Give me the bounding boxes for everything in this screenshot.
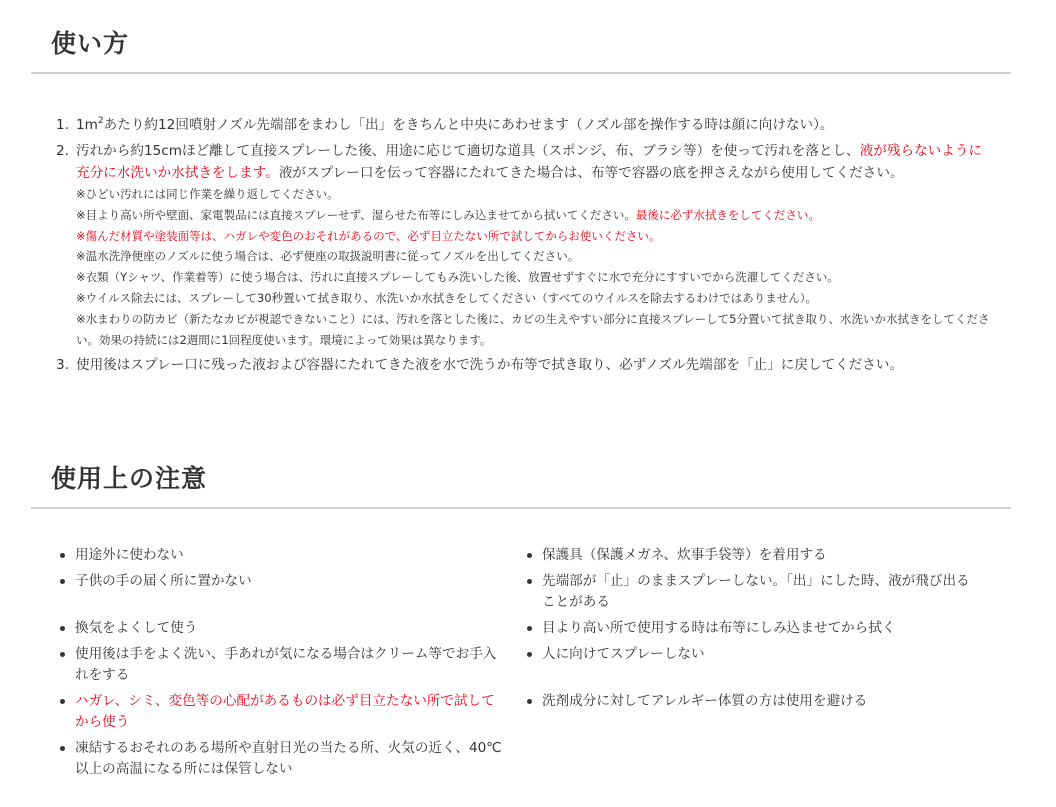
caution-item [58,618,503,639]
cautions-left-list [58,545,503,780]
caution-item-warning [58,691,503,733]
note-text: ※水まわりの防カビ（新たなカビが視認できないこと）には、汚れを落とした後に、カビの生えやすい部分に直接スプレーして5分置いて拭き取り、水洗いか水拭きをしてください。効果の持続には2週間に1回程度使います。環境によって効果は異なります。 [76,311,990,347]
usage-steps-list [56,114,991,376]
note-item-warning [76,226,991,247]
caution-item [58,738,503,780]
caution-text: 目より高い所で使用する時は布等にしみ込ませてから拭く [542,620,896,636]
bullet-icon [527,579,532,584]
caution-item [525,644,970,665]
caution-text: 凍結するおそれのある場所や直射日光の当たる所、火気の近く、40℃以上の高温になる所には保管しない [75,740,502,777]
step2-text-warning: 液が残らないように充分に水洗いか水拭きをします。 [76,143,983,181]
step2-main-text [76,140,991,184]
caution-text: 先端部が「止」のままスプレーしない。「出」にした時、液が飛び出ることがある [542,573,970,610]
bullet-icon [60,699,65,704]
caution-text: 保護具（保護メガネ、炊事手袋等）を着用する [542,547,827,563]
step2-text-part1: 汚れから約15cmほど離して直接スプレーした後、用途に応じて適切な道具（スポンジ、布、ブラシ等）を使って汚れを落とし、 [76,143,860,159]
note-text: ※傷んだ材質や塗装面等は、ハガレや変色のおそれがあるので、必ず目立たない所で試してからお使いください。 [76,228,661,243]
cautions-title: 使用上の注意 [51,464,208,493]
note-text: ※ウイルス除去には、スプレーして30秒置いて拭き取り、水洗いか水拭きをしてください（すべてのウイルスを除去するわけではありません）。 [76,290,817,305]
caution-item [525,571,970,613]
note-text: ※ひどい汚れには同じ作業を繰り返してください。 [76,187,339,201]
bullet-icon [527,553,532,558]
note-text: ※衣類（Yシャツ、作業着等）に使う場合は、汚れに直接スプレーしてもみ洗いした後、放置せずすぐに水で充分にすすいでから洗濯してください。 [76,270,839,285]
usage-step-3 [56,354,991,376]
bullet-icon [60,626,65,631]
cautions-section-header [31,463,1011,509]
caution-text: 使用後は手をよく洗い、手あれが気になる場合はクリーム等でお手入れをする [75,646,497,683]
note-text: ※温水洗浄便座のノズルに使う場合は、必ず便座の取扱説明書に従ってノズルを出してください。 [76,249,580,264]
bullet-icon [60,746,65,751]
usage-section-header [31,28,1011,74]
caution-text: 用途外に使わない [75,547,184,563]
note-item [76,309,991,351]
caution-text: 子供の手の届く所に置かない [75,573,252,589]
step2-text-part3: 液がスプレー口を伝って容器にたれてきた場合は、布等で容器の底を押さえながら使用してください。 [278,165,904,181]
caution-item [58,571,503,592]
step-number: 1. [56,117,69,133]
usage-step-1 [56,114,991,136]
note-item [76,288,991,309]
caution-item [525,545,970,566]
caution-item [525,691,970,712]
note-item [76,246,991,267]
usage-title: 使い方 [51,29,130,58]
bullet-icon [527,652,532,657]
caution-text: 洗剤成分に対してアレルギー体質の方は使用を避ける [542,693,868,709]
bullet-icon [527,699,532,704]
step1-superscript: 2 [97,116,104,126]
bullet-icon [60,579,65,584]
note-text: ※目より高い所や壁面、家電製品には直接スプレーせず、湿らせた布等にしみ込ませてから拭いてください。 [76,207,636,222]
note-item [76,184,991,205]
bullet-icon [60,553,65,558]
caution-item [525,618,970,639]
caution-text: ハガレ、シミ、変色等の心配があるものは必ず目立たない所で試してから使う [75,693,495,730]
note-warning-text: 最後に必ず水拭きをしてください。 [635,207,820,222]
step-number: 3. [56,357,69,374]
step1-text-pre: 1m [76,117,98,133]
cautions-right-list [525,545,970,712]
note-item [76,205,991,226]
caution-item [58,644,503,686]
step3-text: 使用後はスプレー口に残った液および容器にたれてきた液を水で洗うか布等で拭き取り、必ずノズル先端部を「止」に戻してください。 [76,357,904,374]
step-number: 2. [56,143,69,159]
caution-text: 人に向けてスプレーしない [542,646,705,662]
bullet-icon [60,652,65,657]
caution-item [58,545,503,566]
usage-step-2 [56,140,991,350]
note-item [76,267,991,288]
step2-notes-list [76,184,991,350]
bullet-icon [527,626,532,631]
step1-text-post: あたり約12回噴射ノズル先端部をまわし「出」をきちんと中央にあわせます（ノズル部を操作する時は顔に向けない）。 [103,117,834,133]
caution-text: 換気をよくして使う [75,620,198,636]
